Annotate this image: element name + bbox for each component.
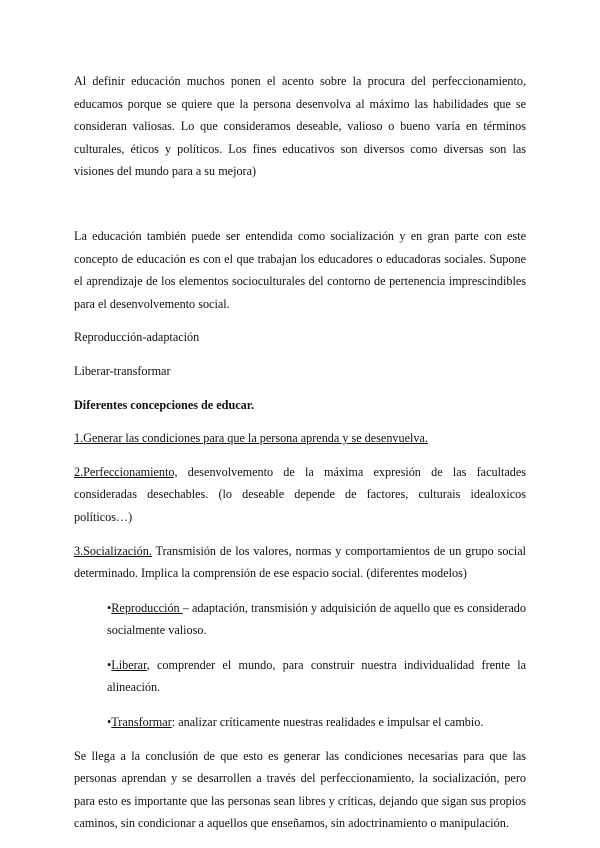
list-item-2	[74, 461, 526, 529]
list-item-1: 1.Generar las condiciones para que la persona aprenda y se desenvuelva.	[74, 431, 428, 446]
list-item-2-text: desenvolvemento de la máxima expresión de las facultades consideradas desechables. (lo deseable depende de factores, culturais idealoxicos políticos…)	[74, 464, 526, 524]
paragraph-conclusion: Se llega a la conclusión de que esto es generar las condiciones necesarias para que las personas aprendan y se desarrollen a través del perfeccionamiento, la socialización, pero para esto es importante que las personas sean libres y críticas, dejando que sigan sus propios caminos, sin condicionar a aquellos que enseñamos, sin adoctrinamiento o manipulación.	[74, 748, 526, 831]
bullet-icon: •	[107, 715, 112, 730]
bullet-transformar-label: Transformar	[111, 715, 172, 730]
bullet-liberar-label: Liberar	[111, 657, 147, 672]
bullet-liberar-text: , comprender el mundo, para construir nuestra individualidad frente la alineación.	[107, 657, 526, 695]
list-item-2-label: 2.Perfeccionamiento,	[74, 464, 178, 479]
line-liberar-transformar: Liberar-transformar	[74, 363, 171, 378]
list-item-3-text: Transmisión de los valores, normas y comportamientos de un grupo social determinado. Implica la comprensión de ese espacio social. (diferentes modelos)	[74, 543, 526, 581]
bullet-reproduccion-label: Reproducción	[111, 600, 183, 615]
bullet-reproduccion-text: – adaptación, transmisión y adquisición de aquello que es considerado socialmente valioso.	[107, 600, 526, 638]
bullet-icon: •	[107, 657, 112, 672]
paragraph-socializacion: La educación también puede ser entendida como socialización y en gran parte con este concepto de educación es con el que trabajan los educadores o educadoras sociales. Supone el aprendizaje de los elementos socioculturales del contorno de pertenencia imprescindibles para el desenvolvemento social.	[74, 228, 526, 311]
bullet-transformar-text: : analizar críticamente nuestras realidades e impulsar el cambio.	[171, 715, 484, 730]
bullet-icon: •	[107, 600, 112, 615]
list-item-3	[74, 540, 526, 585]
bullet-reproduccion	[107, 597, 526, 642]
line-reproduccion-adaptacion: Reproducción-adaptación	[74, 330, 200, 345]
section-heading: Diferentes concepciones de educar.	[74, 397, 255, 412]
list-item-3-label: 3.Socialización.	[74, 543, 152, 558]
paragraph-perfeccionamiento: Al definir educación muchos ponen el acento sobre la procura del perfeccionamiento, educamos porque se quiere que la persona desenvolva al máximo las habilidades que se consideran valiosas. Lo que consideramos deseable, valioso o bueno varía en términos culturales, éticos y políticos. Los fines educativos son diversos como diversas son las visiones del mundo para a su mejora)	[74, 74, 526, 179]
bullet-liberar	[107, 654, 526, 699]
bullet-transformar	[107, 711, 526, 734]
spacer	[74, 183, 526, 225]
